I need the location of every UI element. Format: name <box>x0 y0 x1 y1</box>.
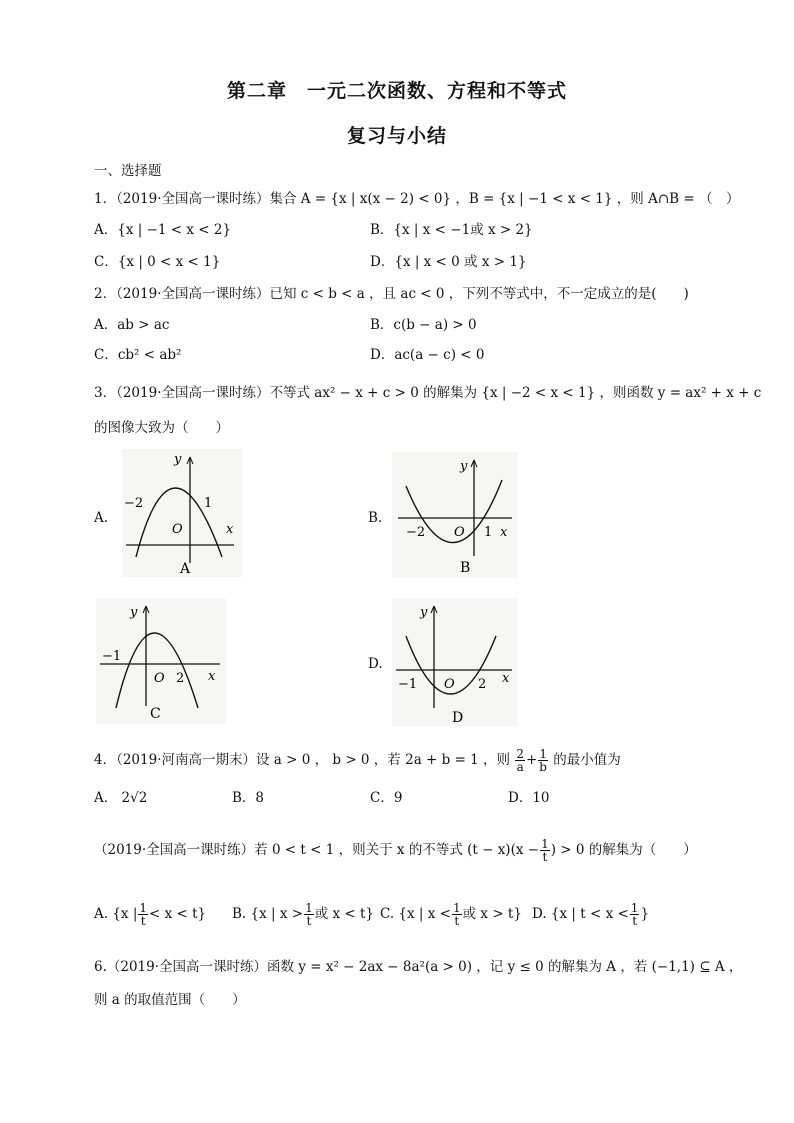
q3-stem: 3．（2019·全国高一课时练）不等式 ax² − x + c > 0 的解集为 {x | −2 < x < 1} ，则函数 y = ax² + x + c <box>94 385 762 401</box>
chapter-title: 第二章 一元二次函数、方程和不等式 <box>226 80 567 102</box>
section-subtitle: 复习与小结 <box>346 125 447 147</box>
graph-a-tick-neg2: −2 <box>124 496 144 511</box>
graph-d-x-label: x <box>502 671 510 686</box>
graph-a-plot <box>122 449 242 577</box>
graph-a-x-label: x <box>226 522 234 537</box>
graph-d <box>392 598 518 726</box>
graph-b-plot <box>392 452 518 578</box>
graph-a-origin: O <box>172 522 183 537</box>
q4-stem-pre: 4．（2019·河南高一期末）设 a > 0 ， b > 0 ，若 2a + b = 1 ，则 <box>94 752 511 768</box>
graph-c <box>96 598 226 724</box>
q4-option-a: A． 2√2 <box>94 790 148 806</box>
q6-stem-continued: 则 a 的取值范围（ ） <box>94 992 246 1008</box>
q3-stem-continued: 的图像大致为（ ） <box>94 420 229 436</box>
graph-b <box>392 452 518 578</box>
graph-c-caption: C <box>150 706 161 722</box>
q2-stem: 2．（2019·全国高一课时练）已知 c < b < a ，且 ac < 0 ，下列不等式中，不一定成立的是( ) <box>94 286 689 302</box>
q1-option-c: C．{x | 0 < x < 1} <box>94 254 221 270</box>
q2-option-a: A．ab > ac <box>94 317 170 333</box>
q5-stem-pre: （2019·全国高一课时练）若 0 < t < 1 ，则关于 x 的不等式 (t − x)(x − <box>94 842 540 858</box>
q4-stem <box>94 748 621 773</box>
q1-option-b: B．{x | x < −1或 x > 2} <box>370 222 533 238</box>
q5-option-c: C. {x | x < $\frac{1}{t}$ 或 x > t} <box>380 901 522 928</box>
graph-c-tick-2: 2 <box>176 671 185 686</box>
q3-option-d-label: D. <box>368 656 383 672</box>
graph-b-tick-neg2: −2 <box>406 525 426 540</box>
q4-option-d: D．10 <box>508 790 550 806</box>
q4-fraction-2-over-a: $\frac{2}{a}$ <box>516 747 524 774</box>
graph-b-origin: O <box>454 525 465 540</box>
graph-d-plot <box>392 598 518 726</box>
q2-option-c: C．cb² < ab² <box>94 347 182 363</box>
q3-option-b-label: B. <box>368 510 383 526</box>
section-label: 一、选择题 <box>94 163 162 179</box>
q2-option-d: D．ac(a − c) < 0 <box>370 347 485 363</box>
graph-c-x-label: x <box>208 669 216 684</box>
q4-plus: + <box>526 752 538 768</box>
graph-b-tick-1: 1 <box>484 525 493 540</box>
q6-stem: 6.（2019·全国高一课时练）函数 y = x² − 2ax − 8a²(a > 0) ，记 y ≤ 0 的解集为 A ，若 (−1,1) ⊆ A ， <box>94 959 743 975</box>
graph-c-y-label: y <box>130 605 138 620</box>
graph-c-origin: O <box>154 671 165 686</box>
q5-stem <box>94 838 697 863</box>
graph-a-caption: A <box>180 561 191 577</box>
q4-option-c: C．9 <box>370 790 403 806</box>
graph-a-y-label: y <box>174 452 182 467</box>
q4-fraction-1-over-b: $\frac{1}{b}$ <box>539 747 547 774</box>
graph-d-origin: O <box>444 677 455 692</box>
q5-option-b: B. {x | x > $\frac{1}{t}$ 或 x < t} <box>232 901 375 928</box>
graph-b-y-label: y <box>460 459 468 474</box>
graph-b-caption: B <box>460 560 471 576</box>
graph-d-caption: D <box>452 710 464 726</box>
q1-stem: 1．（2019·全国高一课时练）集合 A = {x | x(x − 2) < 0} ，B = {x | −1 < x < 1} ，则 A∩B = （ ） <box>94 191 740 207</box>
q1-option-a: A．{x | −1 < x < 2} <box>94 222 232 238</box>
q4-option-b: B．8 <box>232 790 265 806</box>
graph-d-y-label: y <box>420 605 428 620</box>
graph-c-plot <box>96 598 226 724</box>
q3-option-a-label: A. <box>94 510 109 526</box>
q2-option-b: B．c(b − a) > 0 <box>370 317 477 333</box>
graph-c-tick-neg1: −1 <box>102 649 122 664</box>
graph-d-tick-neg1: −1 <box>398 677 418 692</box>
q1-option-d: D．{x | x < 0 或 x > 1} <box>370 254 527 270</box>
graph-a-tick-1: 1 <box>204 496 213 511</box>
graph-d-tick-2: 2 <box>478 677 487 692</box>
q5-fraction-1-over-t: $\frac{1}{t}$ <box>541 837 549 864</box>
q5-option-d: D. {x | t < x < $\frac{1}{t}$ } <box>532 901 650 928</box>
q5-option-a: A. {x | $\frac{1}{t}$ < x < t} <box>94 901 207 928</box>
graph-b-x-label: x <box>500 525 508 540</box>
graph-a <box>122 449 242 577</box>
q5-stem-post: ) > 0 的解集为（ ） <box>550 842 697 858</box>
q4-stem-post: 的最小值为 <box>553 752 621 768</box>
